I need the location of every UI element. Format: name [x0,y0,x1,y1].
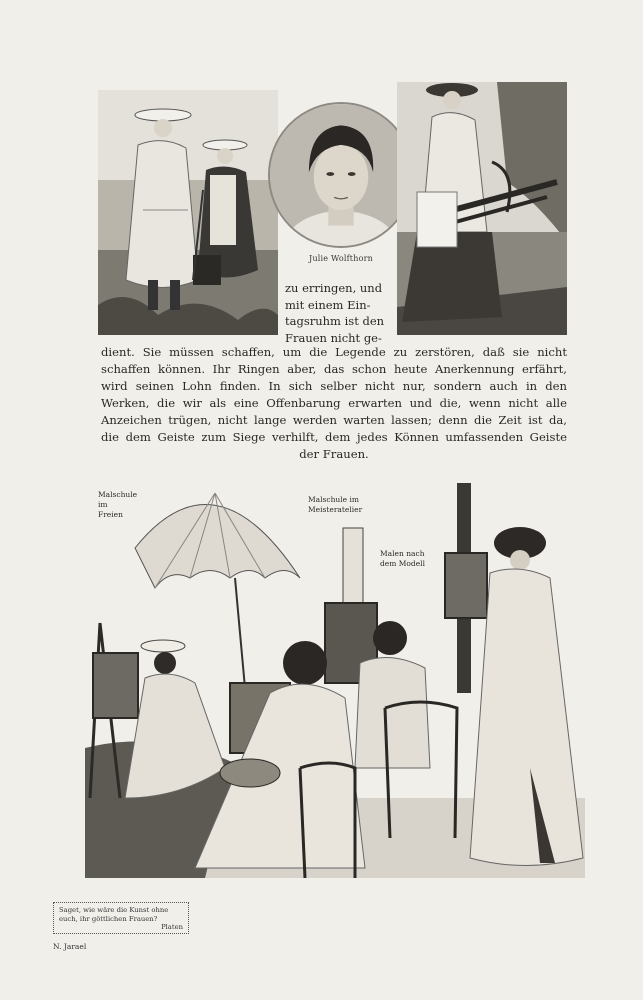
body-line: schaffen können. Ihr Ringen aber, das schon heute Anerkennung erfährt, [101,362,567,376]
body-line: Werken, die wir als eine Offenbarung erwarten und die, wenn nicht alle [101,396,567,410]
photo-woman-with-easel-image [397,82,567,335]
caption-meisteratelier [308,495,362,515]
caption-line: Malschule [98,490,138,499]
photo-two-girls [98,90,278,335]
narrow-line: zu erringen, und [285,281,383,295]
painting-school-collage [85,468,585,878]
artist-signature: N. Jarael [53,942,87,951]
photo-two-girls-image [98,90,278,335]
body-line-last: der Frauen. [299,447,369,461]
quote-box [53,902,189,934]
body-line: die dem Geiste zum Siege verhilft, dem jedes Können umfassenden Geiste [101,430,567,444]
portrait-caption: Julie Wolfthorn [309,254,373,263]
body-line: Anzeichen trügen, nicht lange werden warten lassen; denn die Zeit ist da, [101,413,567,427]
body-line: dient. Sie müssen schaffen, um die Legende zu zerstören, daß sie nicht [101,345,567,359]
narrow-text-block [285,280,395,346]
caption-malen-nach-modell [380,549,425,569]
caption-line: Meisteratelier [308,505,363,514]
caption-line: dem Modell [380,559,425,568]
body-line: wird seinen Lohn finden. In sich selber nicht nur, sondern auch in den [101,379,567,393]
quote-line: euch, ihr göttlichen Frauen? [59,914,158,923]
body-text-block [101,344,567,463]
caption-malschule-im-freien [98,490,137,520]
portrait-julie-wolfthorn [268,102,414,248]
caption-line: Freien [98,510,123,519]
caption-line: im [98,500,108,509]
caption-line: Malen nach [380,549,425,558]
narrow-line: tagsruhm ist den [285,314,385,328]
quote-line: Saget, wie wäre die Kunst ohne [59,906,169,914]
caption-line: Malschule im [308,495,359,504]
portrait-image [270,104,412,246]
painting-school-collage-image [85,468,585,878]
narrow-line: mit einem Ein- [285,297,371,312]
quote-attribution: Platen [161,923,183,931]
photo-woman-with-easel [397,82,567,335]
narrow-line: Frauen nicht ge- [285,330,382,345]
